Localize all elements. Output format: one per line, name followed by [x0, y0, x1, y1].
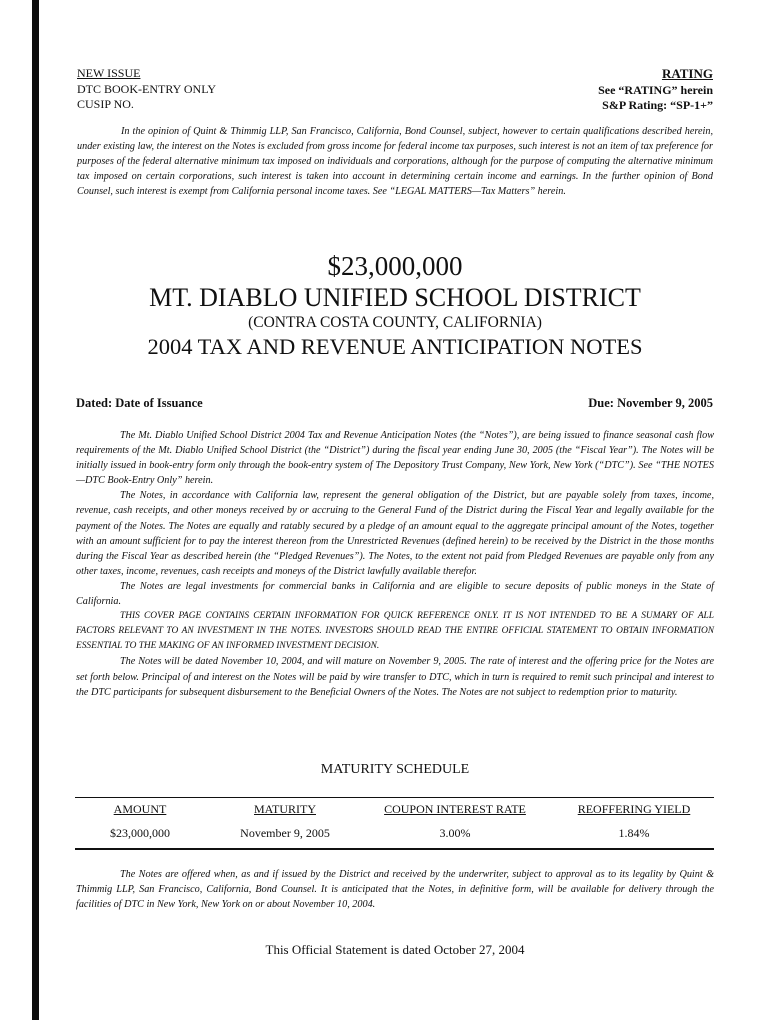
- schedule-top-rule: [75, 797, 714, 798]
- issue-amount: $23,000,000: [327, 251, 463, 281]
- col-header-amount: AMOUNT: [113, 802, 167, 816]
- col-header-maturity: MATURITY: [254, 802, 316, 816]
- book-entry-label: DTC BOOK-ENTRY ONLY: [77, 82, 217, 96]
- notes-title: 2004 TAX AND REVENUE ANTICIPATION NOTES: [147, 334, 643, 359]
- tax-opinion-block: [77, 124, 713, 199]
- county-name: (CONTRA COSTA COUNTY, CALIFORNIA): [248, 314, 542, 331]
- due-date: Due: November 9, 2005: [588, 396, 713, 410]
- dated-label: Dated: Date of Issuance: [76, 396, 203, 410]
- rating-see: See “RATING” herein: [598, 83, 713, 97]
- cell-amount: $23,000,000: [110, 826, 170, 840]
- paragraph-legal-investment: The Notes are legal investments for commercial banks in California and are eligible to secure deposits of public moneys in the State of California.: [76, 580, 714, 608]
- cell-coupon: 3.00%: [439, 826, 471, 840]
- col-header-coupon: COUPON INTEREST RATE: [384, 802, 526, 816]
- rating-title: RATING: [661, 66, 713, 81]
- cell-maturity: November 9, 2005: [240, 826, 330, 840]
- paragraph-maturity: The Notes will be dated November 10, 2004, and will mature on November 9, 2005. The rate of interest and the offering price for the Notes are set forth below. Principal of and interest on the Notes will be paid by wire transfer to DTC, which in turn is required to remit such principal and interest to the DTC participants for subsequent disbursement to the Beneficial Owners of the Notes. The Notes are not subject to redemption prior to maturity.: [76, 656, 714, 698]
- statement-date-footer: This Official Statement is dated October 27, 2004: [265, 942, 525, 957]
- offering-block: [76, 867, 714, 912]
- col-header-yield: REOFFERING YIELD: [577, 802, 691, 816]
- tax-opinion-paragraph: In the opinion of Quint & Thimmig LLP, San Francisco, California, Bond Counsel, subject, however to certain qualifications described herein, under existing law, the interest on the Notes is excluded from gross income for federal income tax purposes, such interest is not an item of tax preference for purposes of the federal alternative minimum tax imposed on individuals and corporations, although for the purpose of computing the alternative minimum tax imposed on certain corporations, such interest is taken into account in determining certain income and earnings. In the further opinion of Bond Counsel, such interest is exempt from California personal income taxes. See “LEGAL MATTERS—Tax Matters” herein.: [77, 126, 713, 198]
- paragraph-purpose: The Mt. Diablo Unified School District 2004 Tax and Revenue Anticipation Notes (the “Notes”), are being issued to finance seasonal cash flow requirements of the Mt. Diablo Unified School District (the “District”) during the fiscal year ending June 30, 2005 (the “Fiscal Year”). The Notes will be initially issued in book-entry form only through the book-entry system of The Depository Trust Company, New York, New York (“DTC”). See “THE NOTES—DTC Book-Entry Only” herein.: [76, 430, 714, 487]
- cusip-label: CUSIP NO.: [77, 97, 134, 111]
- new-issue-label: NEW ISSUE: [77, 66, 141, 80]
- schedule-heading: MATURITY SCHEDULE: [320, 762, 470, 777]
- schedule-bottom-rule: [75, 848, 714, 850]
- paragraph-offering: The Notes are offered when, as and if issued by the District and received by the underwriter, subject to approval as to its legality by Quint & Thimmig LLP, San Francisco, California, Bond Counsel. It is anticipated that the Notes, in definitive form, will be available for delivery through the facilities of DTC in New York, New York on or about November 10, 2004.: [76, 869, 714, 911]
- district-name: MT. DIABLO UNIFIED SCHOOL DISTRICT: [149, 283, 641, 312]
- rating-sp: S&P Rating: “SP-1+”: [602, 98, 713, 112]
- paragraph-security: The Notes, in accordance with California law, represent the general obligation of the District, but are payable solely from taxes, income, revenue, cash receipts, and other moneys received by or accruing to the General Fund of the District during the Fiscal Year and legally available for the payment of the Notes. The Notes are equally and ratably secured by a pledge of an amount equal to the aggregate principal amount of the Notes, together with an amount sufficient for to pay the interest thereon from the Unrestricted Revenues (defined herein) to be received by the District in the those months during the Fiscal Year as described herein (the “Pledged Revenues”). The Notes, to the extent not paid from Pledged Revenues are payable only from any other taxes, income, revenues, cash receipts and moneys of the District lawfully available therefor.: [76, 490, 714, 577]
- scan-edge-bar: [32, 0, 39, 1020]
- cell-yield: 1.84%: [618, 826, 650, 840]
- paragraph-cover-notice: THIS COVER PAGE CONTAINS CERTAIN INFORMATION FOR QUICK REFERENCE ONLY. IT IS NOT INTENDED TO BE A SUMARY OF ALL FACTORS RELEVANT TO AN INVESTMENT IN THE NOTES. INVESTORS SHOULD READ THE ENTIRE OFFICIAL STATEMENT TO OBTAIN INFORMATION ESSENTIAL TO THE MAKING OF AN INFORMED INVESTMENT DECISION.: [76, 611, 714, 652]
- description-block: [76, 428, 714, 700]
